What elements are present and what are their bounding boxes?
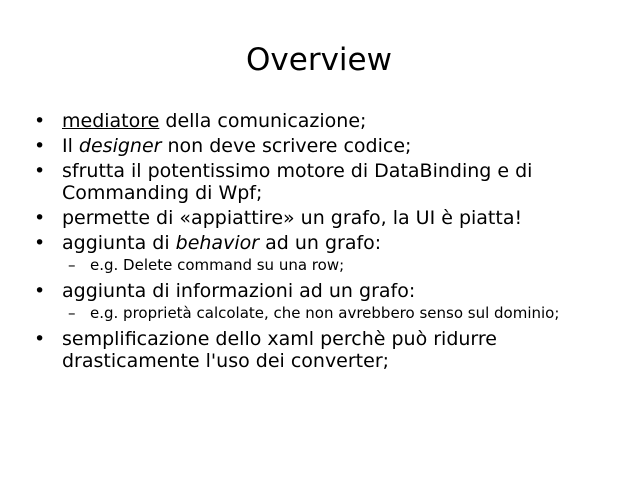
bullet-marker: • xyxy=(34,110,46,132)
bullet-text: non deve scrivere codice; xyxy=(161,135,412,157)
bullet-text: aggiunta di xyxy=(62,232,176,254)
sub-bullet-text: e.g. proprietà calcolate, che non avrebbero senso sul dominio; xyxy=(90,304,560,322)
bullet-marker: • xyxy=(34,135,46,157)
bullet-text: sfrutta il potentissimo motore di DataBinding e di Commanding di Wpf; xyxy=(62,160,533,204)
bullet-marker: • xyxy=(34,160,46,182)
bullet-text: semplificazione dello xaml perchè può ridurre drasticamente l'uso dei converter; xyxy=(62,328,497,372)
sub-bullet-item-1 xyxy=(30,257,620,274)
bullet-text: della comunicazione; xyxy=(159,110,367,132)
slide-title: Overview xyxy=(246,42,392,78)
bullet-item-6 xyxy=(30,280,620,302)
bullet-text: ad un grafo: xyxy=(259,232,382,254)
bullet-marker: • xyxy=(34,280,46,302)
bullet-text: aggiunta di informazioni ad un grafo: xyxy=(62,280,416,302)
sub-bullet-text: e.g. Delete command su una row; xyxy=(90,256,345,274)
bullet-text-italic: behavior xyxy=(175,232,260,254)
bullet-text-italic: designer xyxy=(78,135,162,157)
bullet-item-3 xyxy=(30,160,620,204)
dash-marker: – xyxy=(68,304,76,322)
bullet-marker: • xyxy=(34,232,46,254)
bullet-item-4 xyxy=(30,207,620,229)
bullet-item-7 xyxy=(30,328,620,372)
bullet-text: permette di «appiattire» un grafo, la UI è piatta! xyxy=(62,207,523,229)
bullet-item-5 xyxy=(30,232,620,254)
sub-bullet-item-2 xyxy=(30,305,620,322)
bullet-list xyxy=(30,110,620,375)
bullet-item-2 xyxy=(30,135,620,157)
bullet-text-underlined: mediatore xyxy=(62,110,160,132)
bullet-marker: • xyxy=(34,328,46,350)
bullet-item-1 xyxy=(30,110,620,132)
bullet-marker: • xyxy=(34,207,46,229)
dash-marker: – xyxy=(68,256,76,274)
bullet-text: Il xyxy=(62,135,79,157)
